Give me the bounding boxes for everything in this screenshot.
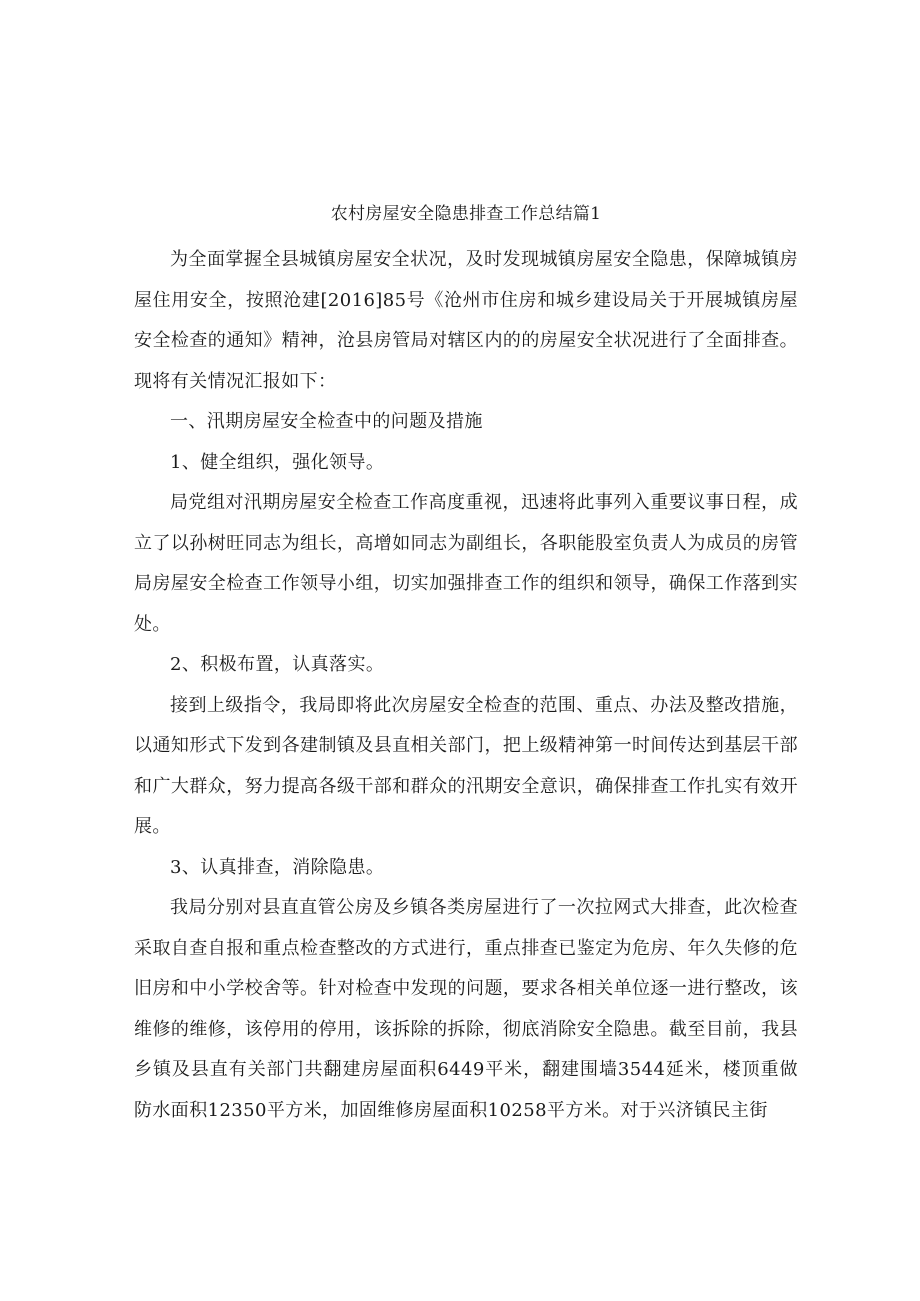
item-1-body: 局党组对汛期房屋安全检查工作高度重视，迅速将此事列入重要议事日程，成立了以孙树旺同志为组长，高增如同志为副组长，各职能股室负责人为成员的房管局房屋安全检查工作领导小组，切实加强排查工作的组织和领导，确保工作落到实处。 [134, 492, 798, 635]
intro-paragraph: 为全面掌握全县城镇房屋安全状况，及时发现城镇房屋安全隐患，保障城镇房屋住用安全，按照沧建[2016]85号《沧州市住房和城乡建设局关于开展城镇房屋安全检查的通知》精神，沧县房管局对辖区内的的房屋安全状况进行了全面排查。现将有关情况汇报如下： [134, 249, 798, 392]
document-title: 农村房屋安全隐患排查工作总结篇1 [330, 204, 602, 224]
document-page [134, 196, 798, 1131]
item-1-heading: 1、健全组织，强化领导。 [170, 451, 385, 473]
section-heading: 一、汛期房屋安全检查中的问题及措施 [170, 411, 483, 432]
item-2-body: 接到上级指令，我局即将此次房屋安全检查的范围、重点、办法及整改措施，以通知形式下发到各建制镇及县直相关部门，把上级精神第一时间传达到基层干部和广大群众，努力提高各级干部和群众的汛期安全意识，确保排查工作扎实有效开展。 [134, 694, 798, 837]
spacer [134, 232, 798, 240]
item-3-heading: 3、认真排查，消除隐患。 [170, 856, 385, 878]
item-2-heading: 2、积极布置，认真落实。 [170, 654, 385, 675]
item-3-body: 我局分别对县直直管公房及乡镇各类房屋进行了一次拉网式大排查，此次检查采取自查自报和重点检查整改的方式进行，重点排查已鉴定为危房、年久失修的危旧房和中小学校舍等。针对检查中发现的问题，要求各相关单位逐一进行整改，该维修的维修，该停用的停用，该拆除的拆除，彻底消除安全隐患。截至目前，我县乡镇及县直有关部门共翻建房屋面积6449平米，翻建围墙3544延米，楼顶重做防水面积12350平方米，加固维修房屋面积10258平方米。对于兴济镇民主街 [134, 897, 798, 1121]
